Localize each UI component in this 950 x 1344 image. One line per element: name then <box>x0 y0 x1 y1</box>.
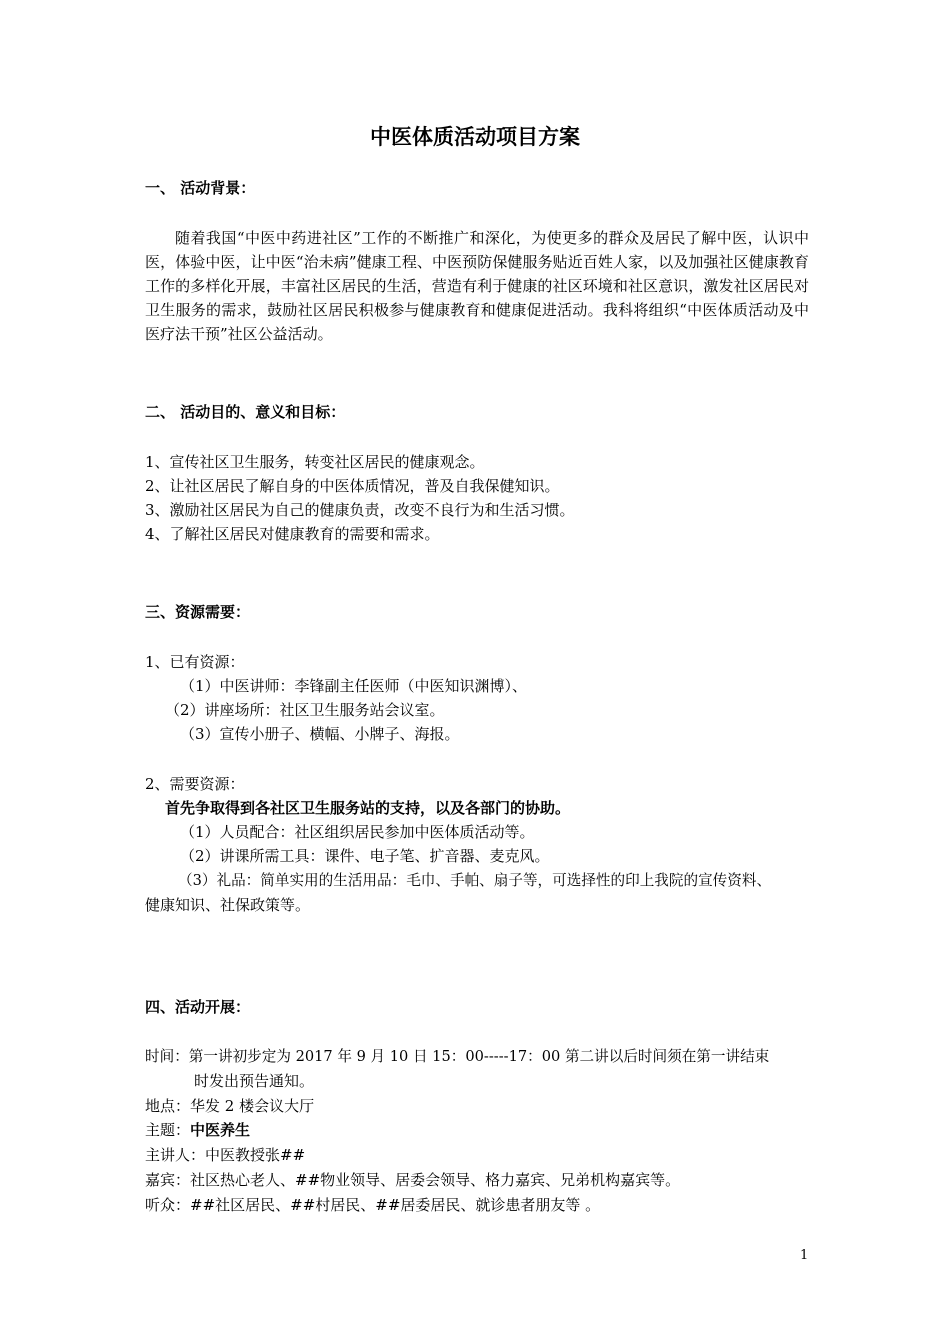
activity-time: 时间：第一讲初步定为 2017 年 9 月 10 日 15：00-----17：00 第二讲以后时间须在第一讲结束 <box>145 1048 770 1065</box>
section-heading-background: 一、 活动背景： <box>145 179 256 197</box>
needed-resource-item: （3）礼品：简单实用的生活用品：毛巾、手帕、扇子等，可选择性的印上我院的宣传资料、 <box>178 872 772 889</box>
activity-speaker: 主讲人：中医教授张## <box>145 1146 306 1164</box>
page-title: 中医体质活动项目方案 <box>370 124 580 149</box>
section-heading-activity: 四、活动开展： <box>145 998 251 1016</box>
goal-item: 3、激励社区居民为自己的健康负责，改变不良行为和生活习惯。 <box>145 501 575 519</box>
existing-resource-item: （1）中医讲师：李锋副主任医师（中医知识渊博）、 <box>180 677 528 695</box>
section-heading-resources: 三、资源需要： <box>145 603 251 621</box>
activity-guests: 嘉宾：社区热心老人、##物业领导、居委会领导、格力嘉宾、兄弟机构嘉宾等。 <box>145 1171 681 1189</box>
existing-resources-label: 1、已有资源： <box>145 653 245 671</box>
needed-resources-label: 2、需要资源： <box>145 775 245 793</box>
existing-resource-item: （2）讲座场所：社区卫生服务站会议室。 <box>165 701 445 719</box>
goal-item: 4、了解社区居民对健康教育的需要和需求。 <box>145 525 440 543</box>
activity-place: 地点：华发 2 楼会议大厅 <box>145 1097 315 1115</box>
goal-item: 2、让社区居民了解自身的中医体质情况，普及自我保健知识。 <box>145 477 560 495</box>
theme-value: 中医养生 <box>190 1121 251 1139</box>
needed-resources-statement: 首先争取得到各社区卫生服务站的支持，以及各部门的协助。 <box>165 799 571 817</box>
needed-resource-item: （2）讲课所需工具：课件、电子笔、扩音器、麦克风。 <box>180 847 550 865</box>
activity-audience: 听众：##社区居民、##村居民、##居委居民、就诊患者朋友等 。 <box>145 1196 601 1214</box>
goal-item: 1、宣传社区卫生服务，转变社区居民的健康观念。 <box>145 453 485 471</box>
existing-resource-item: （3）宣传小册子、横幅、小牌子、海报。 <box>180 725 460 743</box>
theme-label: 主题： <box>145 1121 191 1139</box>
needed-resource-item-cont: 健康知识、社保政策等。 <box>145 896 311 914</box>
activity-theme <box>145 1118 250 1142</box>
page-number: 1 <box>800 1248 809 1263</box>
activity-time-cont: 时发出预告通知。 <box>194 1072 315 1090</box>
background-paragraph: 随着我国“中医中药进社区”工作的不断推广和深化，为使更多的群众及居民了解中医，认识中医，体验中医，让中医“治未病”健康工程、中医预防保健服务贴近百姓人家，以及加强社区健康教育工作的多样化开展，丰富社区居民的生活，营造有利于健康的社区环境和社区意识，激发社区居民对卫生服务的需求，鼓励社区居民积极参与健康教育和健康促进活动。我科将组织“中医体质活动及中医疗法干预”社区公益活动。 <box>145 229 809 343</box>
section-heading-goals: 二、 活动目的、意义和目标： <box>145 403 346 421</box>
needed-resource-item: （1）人员配合：社区组织居民参加中医体质活动等。 <box>180 823 535 841</box>
